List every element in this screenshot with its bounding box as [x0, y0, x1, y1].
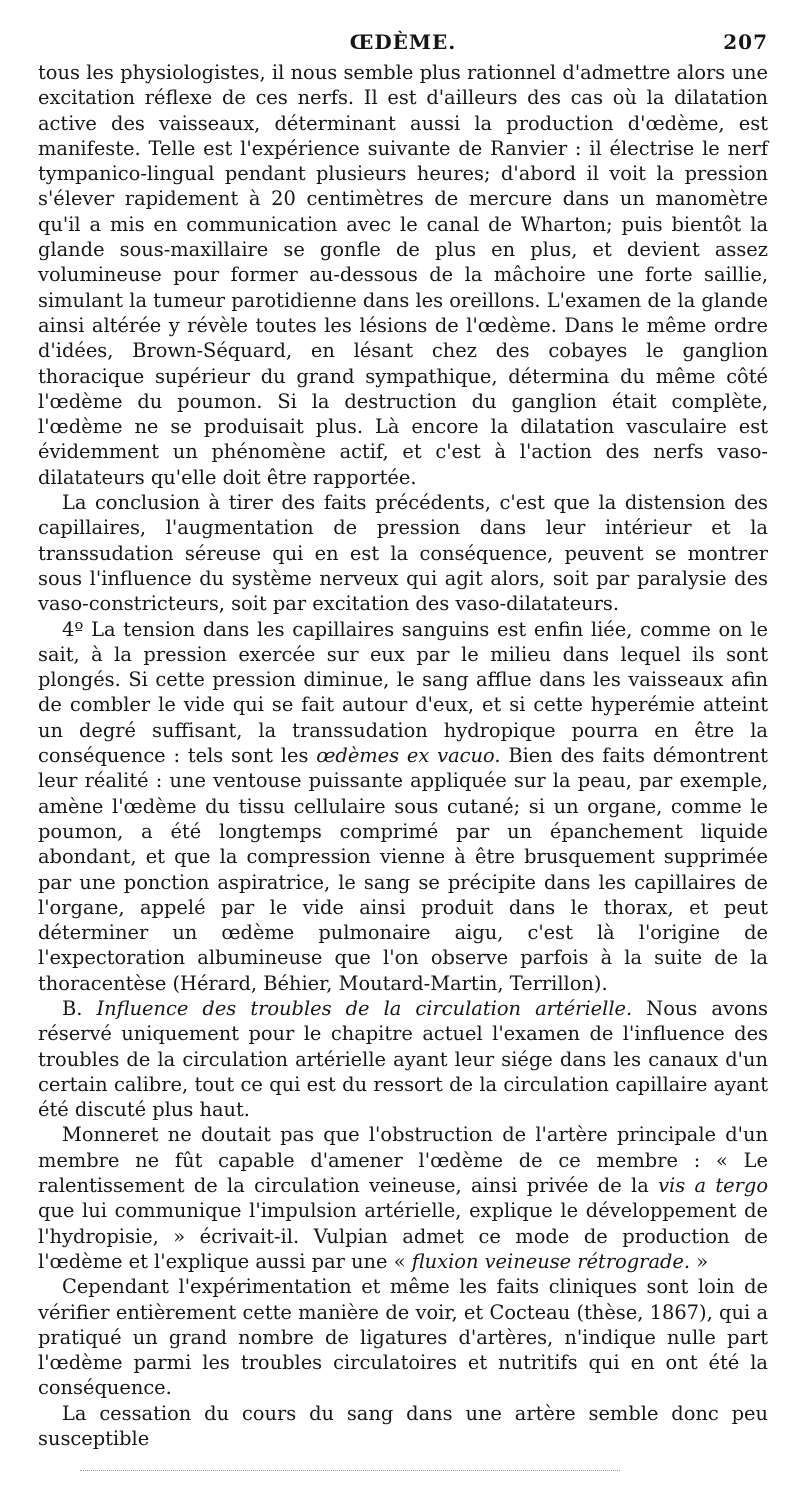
- bottom-dotted-rule: [80, 1470, 620, 1473]
- text-segment: La conclusion à tirer des faits précédents, c'est que la distension des capillaires, l'augmentation de pression dans leur intérieur et la transsudation séreuse qui en est la conséquence, peuvent se montrer sous l'influence du système nerveux qui agit alors, soit par paralysie des vaso-constricteurs, soit par excitation des vaso-dilatateurs.: [38, 491, 768, 616]
- italic-text: fluxion veineuse rétrograde.: [411, 1249, 691, 1273]
- text-segment: Nous avons réservé uniquement pour le chapitre actuel l'examen de l'influence des troubles de la circulation artérielle ayant leur siége dans les canaux d'un certain calibre, tout ce qui est du ressort de la circulation capillaire ayant été discuté plus haut.: [38, 996, 769, 1122]
- text-segment: que lui communique l'impulsion artérielle, explique le développement de l'hydropisie, » écrivait-il. Vulpian admet ce mode de production de l'œdème et l'explique aussi par une «: [38, 1199, 768, 1273]
- text-segment: »: [690, 1249, 709, 1273]
- italic-text: vis a tergo: [658, 1174, 768, 1198]
- paragraph-p5: [38, 1122, 768, 1274]
- text-segment: B.: [62, 996, 97, 1020]
- text-segment: La cessation du cours du sang dans une artère semble donc peu susceptible: [38, 1401, 768, 1451]
- paragraph-p3: [38, 617, 768, 996]
- book-page: [38, 30, 768, 1451]
- running-title: ŒDÈME.: [349, 30, 457, 54]
- text-segment: Monneret ne doutait pas que l'obstruction de l'artère principale d'un membre ne fût capable d'amener l'œdème de ce membre : « Le ralentissement de la circulation veineuse, ainsi privée de la: [38, 1123, 768, 1198]
- text-segment: tous les physiologistes, il nous semble plus rationnel d'admettre alors une excitation réflexe de ces nerfs. Il est d'ailleurs des cas où la dilatation active des vaisseaux, déterminant aussi la production d'œdème, est manifeste. Telle est l'expérience suivante de Ranvier : il électrise le nerf tympanico-lingual pendant plusieurs heures; d'abord il voit la pression s'élever rapidement à 20 centimètres de mercure dans un manomètre qu'il a mis en communication avec le canal de Wharton; puis bientôt la glande sous-maxillaire se gonfle de plus en plus, et devient assez volumineuse pour former au-dessous de la mâchoire une forte saillie, simulant la tumeur parotidienne dans les oreillons. L'examen de la glande ainsi altérée y révèle toutes les lésions de l'œdème. Dans le même ordre d'idées, Brown-Séquard, en lésant chez des cobayes le ganglion thoracique supérieur du grand sympathique, détermina du même côté l'œdème du poumon. Si la destruction du ganglion était complète, l'œdème ne se produisait plus. Là encore la dilatation vasculaire est évidemment un phénomène actif, et c'est à l'action des nerfs vaso-dilatateurs qu'elle doit être rapportée.: [38, 61, 768, 489]
- text-segment: 4º La tension dans les capillaires sanguins est enfin liée, comme on le sait, à la pression exercée sur eux par le milieu dans lequel ils sont plongés. Si cette pression diminue, le sang afflue dans les vaisseaux afin de combler le vide qui se fait autour d'eux, et si cette hyperémie atteint un degré suffisant, la transsudation hydropique pourra en être la conséquence : tels sont les: [38, 617, 768, 768]
- italic-text: Influence des troubles de la circulation artérielle.: [96, 996, 633, 1020]
- paragraph-p4: [38, 996, 768, 1122]
- running-header: [38, 30, 768, 58]
- text-segment: Bien des faits démontrent leur réalité : une ventouse puissante appliquée sur la peau, par exemple, amène l'œdème du tissu cellulaire sous cutané; si un organe, comme le poumon, a été longtemps comprimé par un épanchement liquide abondant, et que la compression vienne à être brusquement supprimée par une ponction aspiratrice, le sang se précipite dans les capillaires de l'organe, appelé par le vide ainsi produit dans le thorax, et peut déterminer un œdème pulmonaire aigu, c'est là l'origine de l'expectoration albumineuse que l'on observe parfois à la suite de la thoracentèse (Hérard, Béhier, Moutard-Martin, Terrillon).: [38, 744, 768, 995]
- paragraph-p7: [38, 1401, 768, 1452]
- text-segment: Cependant l'expérimentation et même les faits cliniques sont loin de vérifier entièrement cette manière de voir, et Cocteau (thèse, 1867), qui a pratiqué un grand nombre de ligatures d'artères, n'indique nulle part l'œdème parmi les troubles circulatoires et nutritifs qui en ont été la conséquence.: [38, 1275, 768, 1400]
- paragraph-p2: [38, 490, 768, 616]
- paragraph-p6: [38, 1274, 768, 1400]
- paragraph-p1: [38, 60, 768, 490]
- page-body: [38, 60, 768, 1451]
- italic-text: œdèmes ex vacuo.: [316, 744, 501, 768]
- page-number: 207: [723, 30, 768, 54]
